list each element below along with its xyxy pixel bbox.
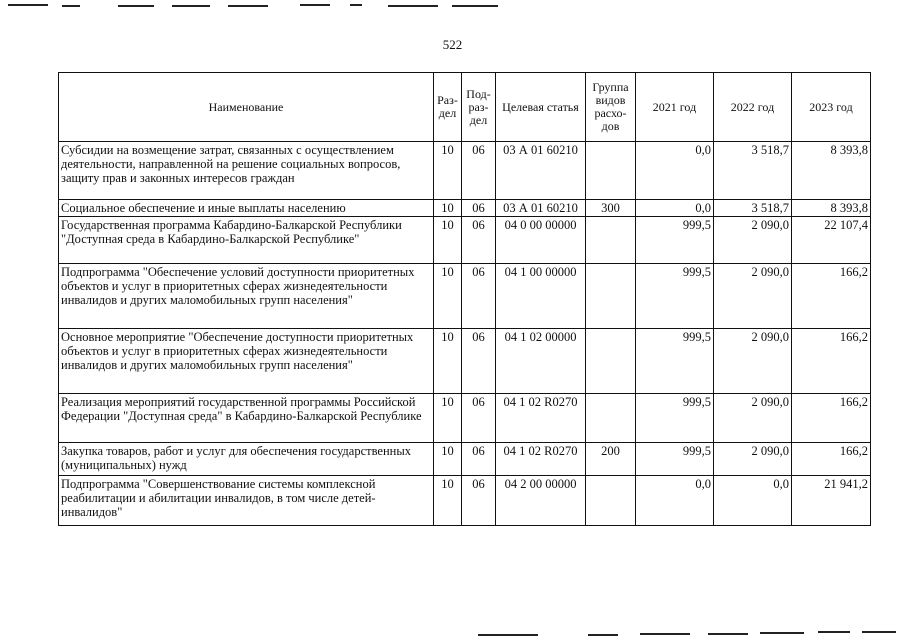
cell-expense-group bbox=[586, 329, 636, 394]
cell-2021: 999,5 bbox=[636, 329, 714, 394]
cell-2021: 999,5 bbox=[636, 394, 714, 443]
scan-artifact-line bbox=[452, 5, 498, 7]
cell-subsection: 06 bbox=[462, 217, 496, 264]
header-subsection: Под-раз-дел bbox=[462, 73, 496, 142]
scan-artifact-line bbox=[708, 633, 748, 635]
cell-target-article: 04 1 02 R0270 bbox=[496, 394, 586, 443]
cell-subsection: 06 bbox=[462, 200, 496, 217]
cell-expense-group: 300 bbox=[586, 200, 636, 217]
cell-2023: 166,2 bbox=[792, 264, 871, 329]
scan-artifact-line bbox=[300, 4, 330, 6]
cell-section: 10 bbox=[434, 476, 462, 526]
page-number: 522 bbox=[442, 37, 463, 52]
cell-name: Социальное обеспечение и иные выплаты населению bbox=[59, 200, 434, 217]
scan-artifact-line bbox=[388, 5, 438, 7]
cell-section: 10 bbox=[434, 264, 462, 329]
cell-name: Государственная программа Кабардино-Балкарской Республики "Доступная среда в Кабардино-Балкарской Республике" bbox=[59, 217, 434, 264]
table-row bbox=[59, 200, 871, 217]
cell-section: 10 bbox=[434, 394, 462, 443]
cell-name: Основное мероприятие "Обеспечение доступности приоритетных объектов и услуг в приоритетных сферах жизнедеятельности инвалидов и других маломобильных групп населения" bbox=[59, 329, 434, 394]
cell-2021: 0,0 bbox=[636, 142, 714, 200]
cell-expense-group bbox=[586, 142, 636, 200]
cell-name: Подпрограмма "Обеспечение условий доступности приоритетных объектов и услуг в приоритетных сферах жизнедеятельности инвалидов и других маломобильных групп населения" bbox=[59, 264, 434, 329]
table-body bbox=[59, 142, 871, 526]
scan-artifact-line bbox=[228, 5, 268, 7]
cell-2021: 999,5 bbox=[636, 264, 714, 329]
scan-artifact-line bbox=[862, 631, 896, 633]
table-row bbox=[59, 476, 871, 526]
cell-target-article: 03 А 01 60210 bbox=[496, 200, 586, 217]
cell-target-article: 04 0 00 00000 bbox=[496, 217, 586, 264]
cell-2023: 166,2 bbox=[792, 329, 871, 394]
cell-name: Реализация мероприятий государственной программы Российской Федерации "Доступная среда" в Кабардино-Балкарской Республике bbox=[59, 394, 434, 443]
scan-artifact-line bbox=[62, 5, 80, 7]
table-row bbox=[59, 394, 871, 443]
cell-subsection: 06 bbox=[462, 264, 496, 329]
scan-artifact-line bbox=[760, 632, 804, 634]
scan-artifact-line bbox=[818, 631, 850, 633]
cell-2021: 0,0 bbox=[636, 476, 714, 526]
scan-artifact-line bbox=[478, 634, 538, 636]
cell-2021: 0,0 bbox=[636, 200, 714, 217]
cell-section: 10 bbox=[434, 200, 462, 217]
table-header-row bbox=[59, 73, 871, 142]
cell-2023: 22 107,4 bbox=[792, 217, 871, 264]
cell-2023: 8 393,8 bbox=[792, 200, 871, 217]
header-2023: 2023 год bbox=[792, 73, 871, 142]
table-row bbox=[59, 264, 871, 329]
scan-artifact-line bbox=[118, 5, 154, 7]
cell-2022: 2 090,0 bbox=[714, 394, 792, 443]
cell-2022: 2 090,0 bbox=[714, 217, 792, 264]
table-row bbox=[59, 142, 871, 200]
cell-section: 10 bbox=[434, 329, 462, 394]
table-row bbox=[59, 443, 871, 476]
cell-name: Закупка товаров, работ и услуг для обеспечения государственных (муниципальных) нужд bbox=[59, 443, 434, 476]
cell-2021: 999,5 bbox=[636, 443, 714, 476]
cell-expense-group: 200 bbox=[586, 443, 636, 476]
cell-2022: 2 090,0 bbox=[714, 329, 792, 394]
cell-2022: 2 090,0 bbox=[714, 443, 792, 476]
table-row bbox=[59, 329, 871, 394]
cell-2022: 3 518,7 bbox=[714, 142, 792, 200]
cell-section: 10 bbox=[434, 443, 462, 476]
header-2021: 2021 год bbox=[636, 73, 714, 142]
cell-target-article: 04 2 00 00000 bbox=[496, 476, 586, 526]
cell-expense-group bbox=[586, 217, 636, 264]
cell-section: 10 bbox=[434, 217, 462, 264]
scan-artifact-line bbox=[350, 4, 362, 6]
cell-expense-group bbox=[586, 264, 636, 329]
cell-subsection: 06 bbox=[462, 329, 496, 394]
cell-name: Субсидии на возмещение затрат, связанных с осуществлением деятельности, направленной на решение социальных вопросов, защиту прав и законных интересов граждан bbox=[59, 142, 434, 200]
scan-artifact-line bbox=[8, 4, 48, 6]
cell-2023: 21 941,2 bbox=[792, 476, 871, 526]
cell-2023: 166,2 bbox=[792, 394, 871, 443]
scan-artifact-line bbox=[588, 634, 618, 636]
cell-target-article: 04 1 00 00000 bbox=[496, 264, 586, 329]
cell-target-article: 04 1 02 00000 bbox=[496, 329, 586, 394]
cell-2022: 3 518,7 bbox=[714, 200, 792, 217]
cell-target-article: 04 1 02 R0270 bbox=[496, 443, 586, 476]
cell-2021: 999,5 bbox=[636, 217, 714, 264]
cell-subsection: 06 bbox=[462, 394, 496, 443]
cell-expense-group bbox=[586, 476, 636, 526]
scan-artifact-line bbox=[172, 5, 210, 7]
cell-subsection: 06 bbox=[462, 142, 496, 200]
header-section: Раз-дел bbox=[434, 73, 462, 142]
header-target-article: Целевая статья bbox=[496, 73, 586, 142]
budget-table bbox=[58, 72, 871, 526]
header-2022: 2022 год bbox=[714, 73, 792, 142]
header-name: Наименование bbox=[59, 73, 434, 142]
cell-2022: 0,0 bbox=[714, 476, 792, 526]
cell-subsection: 06 bbox=[462, 476, 496, 526]
cell-2023: 8 393,8 bbox=[792, 142, 871, 200]
header-expense-group: Группа видов расхо-дов bbox=[586, 73, 636, 142]
cell-name: Подпрограмма "Совершенствование системы комплексной реабилитации и абилитации инвалидов, в том числе детей-инвалидов" bbox=[59, 476, 434, 526]
table-row bbox=[59, 217, 871, 264]
scan-artifact-line bbox=[640, 633, 690, 635]
cell-2022: 2 090,0 bbox=[714, 264, 792, 329]
cell-subsection: 06 bbox=[462, 443, 496, 476]
cell-2023: 166,2 bbox=[792, 443, 871, 476]
cell-target-article: 03 А 01 60210 bbox=[496, 142, 586, 200]
cell-expense-group bbox=[586, 394, 636, 443]
cell-section: 10 bbox=[434, 142, 462, 200]
